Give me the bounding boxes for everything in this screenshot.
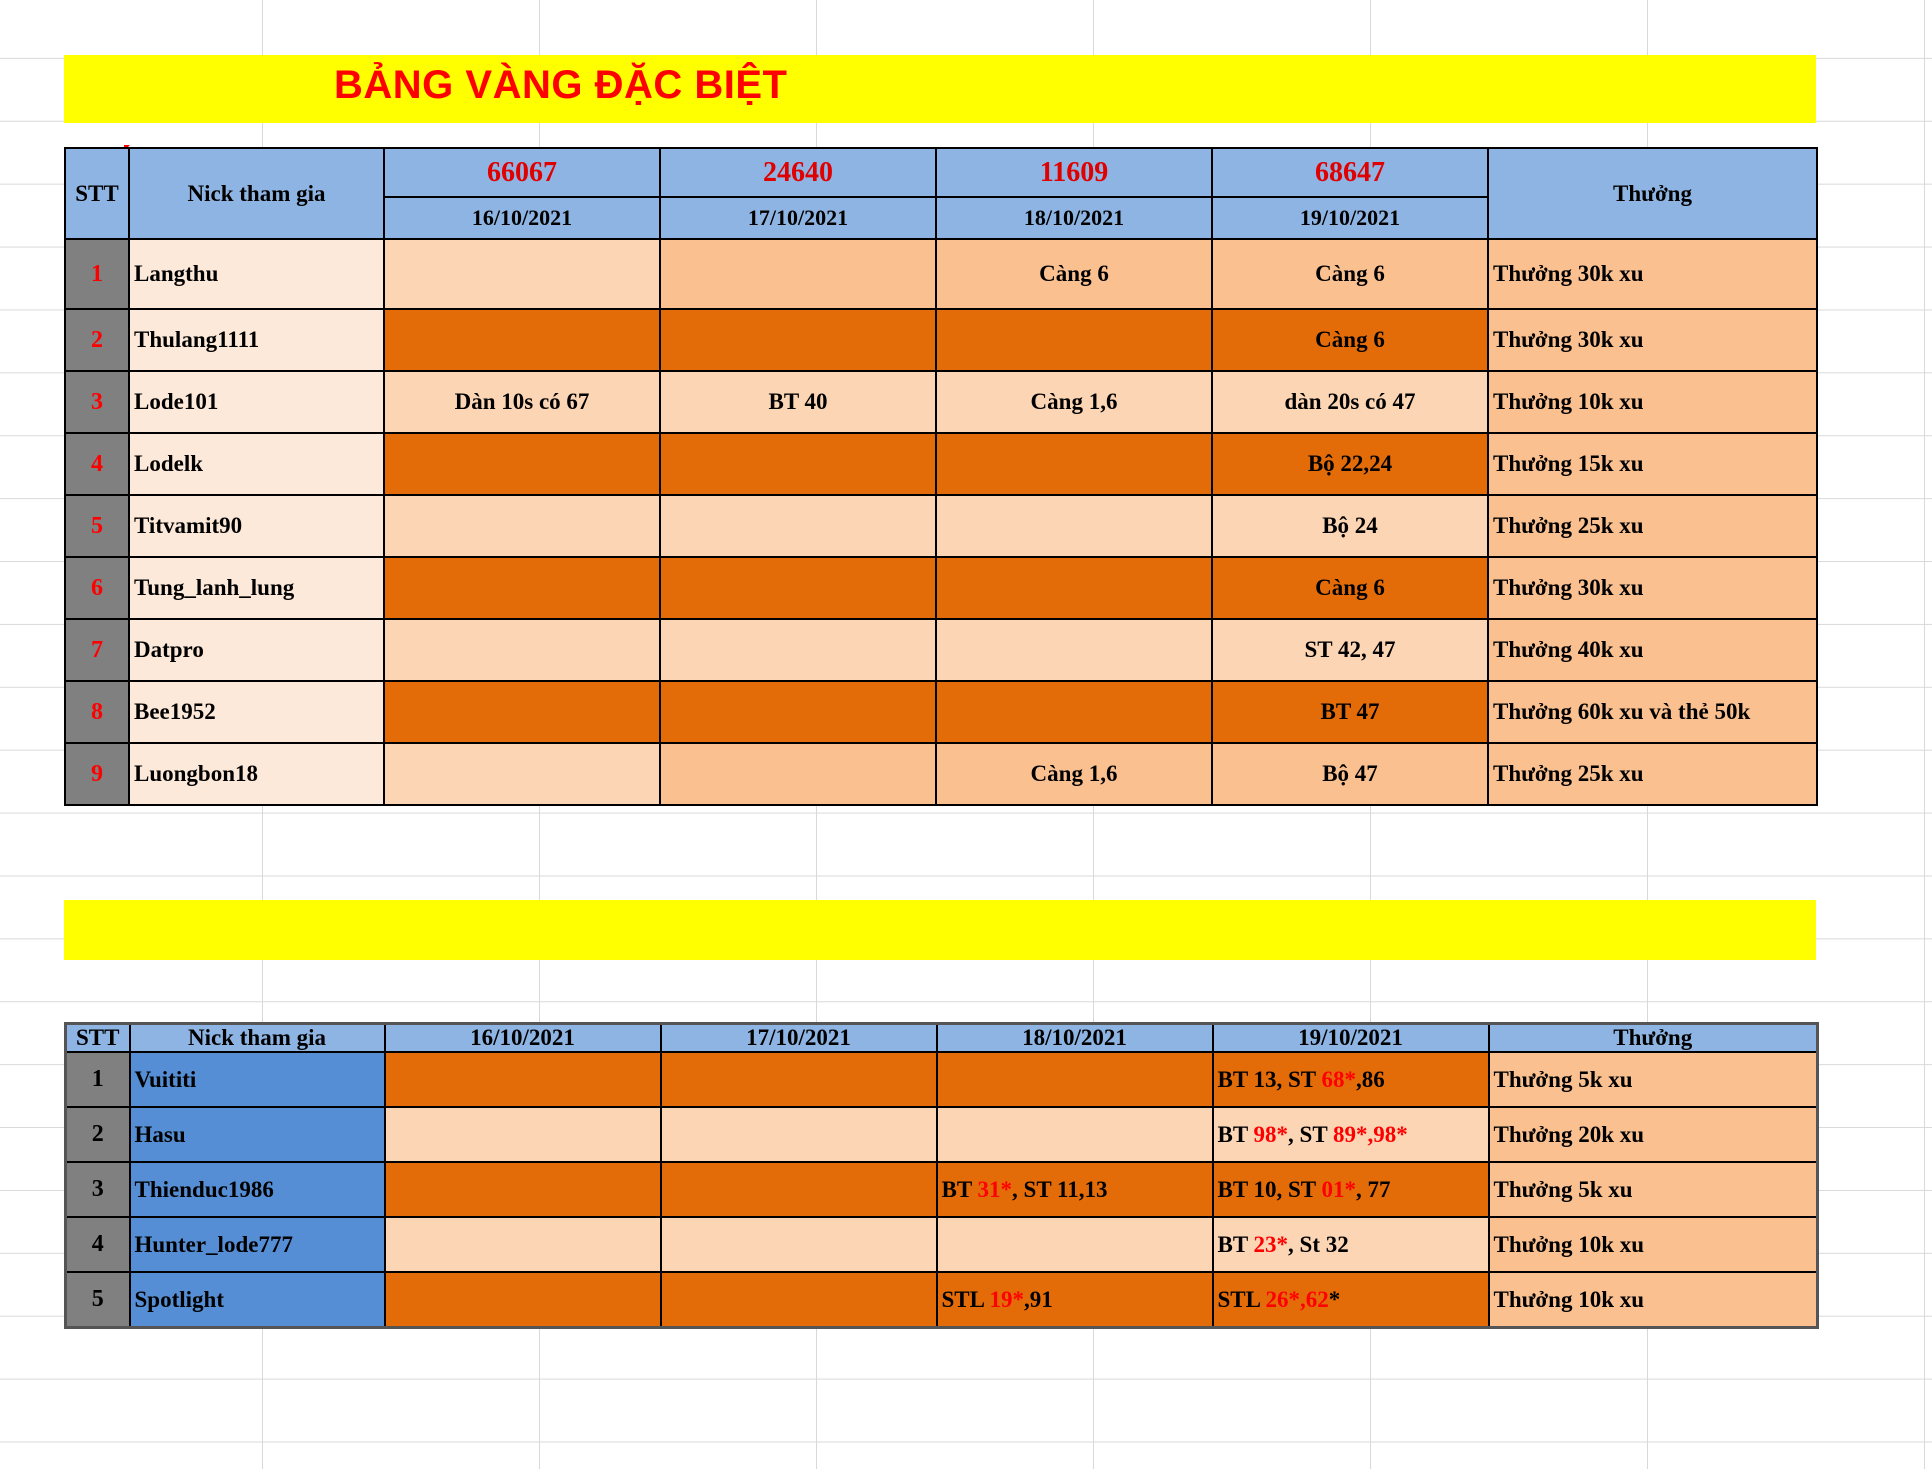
date-cell-4[interactable] [1213,1052,1489,1107]
reward-cell[interactable]: Thưởng 60k xu và thẻ 50k [1488,681,1817,743]
header-date-4[interactable]: 19/10/2021 [1212,197,1488,239]
date-cell-3[interactable] [937,1107,1213,1162]
reward-cell[interactable]: Thưởng 25k xu [1488,743,1817,805]
table-row [66,1107,1818,1162]
table-row [66,1272,1818,1328]
date-cell-3[interactable] [936,495,1212,557]
nick-cell[interactable]: Luongbon18 [129,743,384,805]
date-cell-2[interactable] [660,743,936,805]
nick-cell[interactable]: Tung_lanh_lung [129,557,384,619]
nick-cell[interactable]: Hunter_lode777 [130,1217,385,1272]
header-stt[interactable]: STT [65,148,129,239]
date-cell-3[interactable] [936,433,1212,495]
table-row [66,1052,1818,1107]
date-cell-3[interactable] [937,1272,1213,1328]
nick-cell[interactable]: Thulang1111 [129,309,384,371]
table-row [65,495,1817,557]
date-cell-2[interactable] [660,681,936,743]
reward-cell[interactable]: Thưởng 20k xu [1489,1107,1818,1162]
date-cell-2[interactable] [660,495,936,557]
cell-text: ,91 [1023,1286,1053,1312]
table-row [65,309,1817,371]
date-cell-3[interactable] [937,1217,1213,1272]
header-date-3[interactable]: 18/10/2021 [936,197,1212,239]
reward-cell[interactable]: Thưởng 40k xu [1488,619,1817,681]
reward-cell[interactable]: Thưởng 25k xu [1488,495,1817,557]
date-cell-3[interactable] [936,619,1212,681]
cell-text: BT [941,1176,978,1202]
date-cell-2[interactable] [660,239,936,309]
leaderboard-table-1 [64,147,1818,806]
date-cell-1[interactable] [384,743,660,805]
date-cell-4[interactable]: Bộ 24 [1212,495,1488,557]
header-date-2[interactable]: 17/10/2021 [661,1024,937,1053]
date-cell-1[interactable] [384,239,660,309]
reward-cell[interactable]: Thưởng 10k xu [1489,1272,1818,1328]
highlight-number: 23* [1253,1231,1289,1257]
date-cell-3[interactable] [936,309,1212,371]
header-stt[interactable]: STT [66,1024,130,1053]
reward-cell[interactable]: Thưởng 5k xu [1489,1162,1818,1217]
row-number[interactable]: 6 [65,557,129,619]
reward-cell[interactable]: Thưởng 10k xu [1488,371,1817,433]
header-number-1[interactable]: 66067 [384,148,660,197]
date-cell-2[interactable] [660,309,936,371]
header-date-4[interactable]: 19/10/2021 [1213,1024,1489,1053]
row-number[interactable]: 3 [66,1162,130,1217]
header-number-4[interactable]: 68647 [1212,148,1488,197]
date-cell-3[interactable] [936,681,1212,743]
reward-cell[interactable]: Thưởng 30k xu [1488,309,1817,371]
table-row [65,743,1817,805]
table-row [65,239,1817,309]
reward-cell[interactable]: Thưởng 30k xu [1488,239,1817,309]
highlight-number: 68* [1321,1066,1356,1092]
date-cell-2[interactable] [660,557,936,619]
date-cell-2[interactable]: BT 40 [660,371,936,433]
date-cell-3[interactable]: Càng 1,6 [936,371,1212,433]
row-number[interactable]: 2 [65,309,129,371]
date-cell-1[interactable] [385,1162,661,1217]
header-date-2[interactable]: 17/10/2021 [660,197,936,239]
section-banner [64,900,1816,960]
cell-text: BT [1217,1231,1254,1257]
header-nick[interactable]: Nick tham gia [129,148,384,239]
table-row [65,619,1817,681]
date-cell-2[interactable] [660,619,936,681]
nick-cell[interactable]: Datpro [129,619,384,681]
nick-cell[interactable]: Thienduc1986 [130,1162,385,1217]
title-banner [64,55,1816,123]
highlight-number: 89*,98* [1333,1121,1408,1147]
highlight-number: 01* [1321,1176,1356,1202]
row-number[interactable]: 7 [65,619,129,681]
date-cell-4[interactable] [1213,1217,1489,1272]
header-number-3[interactable]: 11609 [936,148,1212,197]
highlight-number: 31* [977,1176,1013,1202]
date-cell-2[interactable] [661,1162,937,1217]
nick-cell[interactable]: Lode101 [129,371,384,433]
header-reward[interactable]: Thưởng [1488,148,1817,239]
date-cell-1[interactable] [384,309,660,371]
date-cell-3[interactable] [937,1052,1213,1107]
cell-text: STL [1217,1286,1266,1312]
date-cell-1[interactable] [384,557,660,619]
table-row [65,557,1817,619]
date-cell-4[interactable]: Càng 6 [1212,239,1488,309]
cell-text: * [1328,1286,1341,1312]
date-cell-1[interactable] [385,1272,661,1328]
header-date-3[interactable]: 18/10/2021 [937,1024,1213,1053]
date-cell-2[interactable] [661,1107,937,1162]
cell-text: , St 32 [1288,1231,1349,1257]
row-number[interactable]: 5 [65,495,129,557]
date-cell-3[interactable] [937,1162,1213,1217]
date-cell-3[interactable]: Càng 6 [936,239,1212,309]
cell-text: BT [1217,1121,1254,1147]
cell-text: , ST [1288,1121,1333,1147]
row-number[interactable]: 1 [66,1052,130,1107]
row-number[interactable]: 9 [65,743,129,805]
date-cell-4[interactable]: Càng 6 [1212,557,1488,619]
reward-cell[interactable]: Thưởng 10k xu [1489,1217,1818,1272]
cell-text: , ST 11,13 [1012,1176,1108,1202]
row-number[interactable]: 2 [66,1107,130,1162]
nick-cell[interactable]: Spotlight [130,1272,385,1328]
date-cell-4[interactable]: Bộ 47 [1212,743,1488,805]
header-date-1[interactable]: 16/10/2021 [384,197,660,239]
header-number-2[interactable]: 24640 [660,148,936,197]
date-cell-1[interactable] [384,433,660,495]
date-cell-2[interactable] [661,1272,937,1328]
date-cell-4[interactable]: dàn 20s có 47 [1212,371,1488,433]
header-reward[interactable]: Thưởng [1489,1024,1818,1053]
date-cell-3[interactable] [936,557,1212,619]
date-cell-1[interactable] [384,495,660,557]
date-cell-4[interactable] [1213,1272,1489,1328]
date-cell-1[interactable] [385,1107,661,1162]
reward-cell[interactable]: Thưởng 15k xu [1488,433,1817,495]
nick-cell[interactable]: Langthu [129,239,384,309]
date-cell-2[interactable] [661,1052,937,1107]
cell-text: BT 13, ST [1217,1066,1322,1092]
cell-text: ,86 [1355,1066,1385,1092]
row-number[interactable]: 8 [65,681,129,743]
date-cell-4[interactable]: Bộ 22,24 [1212,433,1488,495]
date-cell-3[interactable]: Càng 1,6 [936,743,1212,805]
table-row [65,433,1817,495]
page-title: BẢNG VÀNG ĐẶC BIỆT [334,63,788,107]
row-number[interactable]: 4 [66,1217,130,1272]
date-cell-4[interactable]: Càng 6 [1212,309,1488,371]
date-cell-4[interactable]: BT 47 [1212,681,1488,743]
nick-cell[interactable]: Hasu [130,1107,385,1162]
nick-cell[interactable]: Lodelk [129,433,384,495]
highlight-number: 26*,62 [1265,1286,1329,1312]
date-cell-4[interactable]: ST 42, 47 [1212,619,1488,681]
cell-text: STL [941,1286,990,1312]
date-cell-1[interactable] [385,1052,661,1107]
highlight-number: 19* [989,1286,1024,1312]
header-nick[interactable]: Nick tham gia [130,1024,385,1053]
leaderboard-table-2 [64,1022,1819,1329]
row-number[interactable]: 3 [65,371,129,433]
date-cell-1[interactable]: Dàn 10s có 67 [384,371,660,433]
row-number[interactable]: 5 [66,1272,130,1328]
nick-cell[interactable]: Vuititi [130,1052,385,1107]
date-cell-4[interactable] [1213,1162,1489,1217]
nick-cell[interactable]: Titvamit90 [129,495,384,557]
date-cell-1[interactable] [384,681,660,743]
date-cell-2[interactable] [661,1217,937,1272]
table-row [65,681,1817,743]
date-cell-4[interactable] [1213,1107,1489,1162]
date-cell-1[interactable] [384,619,660,681]
header-date-1[interactable]: 16/10/2021 [385,1024,661,1053]
reward-cell[interactable]: Thưởng 5k xu [1489,1052,1818,1107]
date-cell-1[interactable] [385,1217,661,1272]
row-number[interactable]: 4 [65,433,129,495]
highlight-number: 98* [1253,1121,1289,1147]
date-cell-2[interactable] [660,433,936,495]
nick-cell[interactable]: Bee1952 [129,681,384,743]
reward-cell[interactable]: Thưởng 30k xu [1488,557,1817,619]
row-number[interactable]: 1 [65,239,129,309]
table-row [66,1217,1818,1272]
table-row [65,371,1817,433]
cell-text: , 77 [1355,1176,1391,1202]
table-row [66,1162,1818,1217]
cell-text: BT 10, ST [1217,1176,1322,1202]
